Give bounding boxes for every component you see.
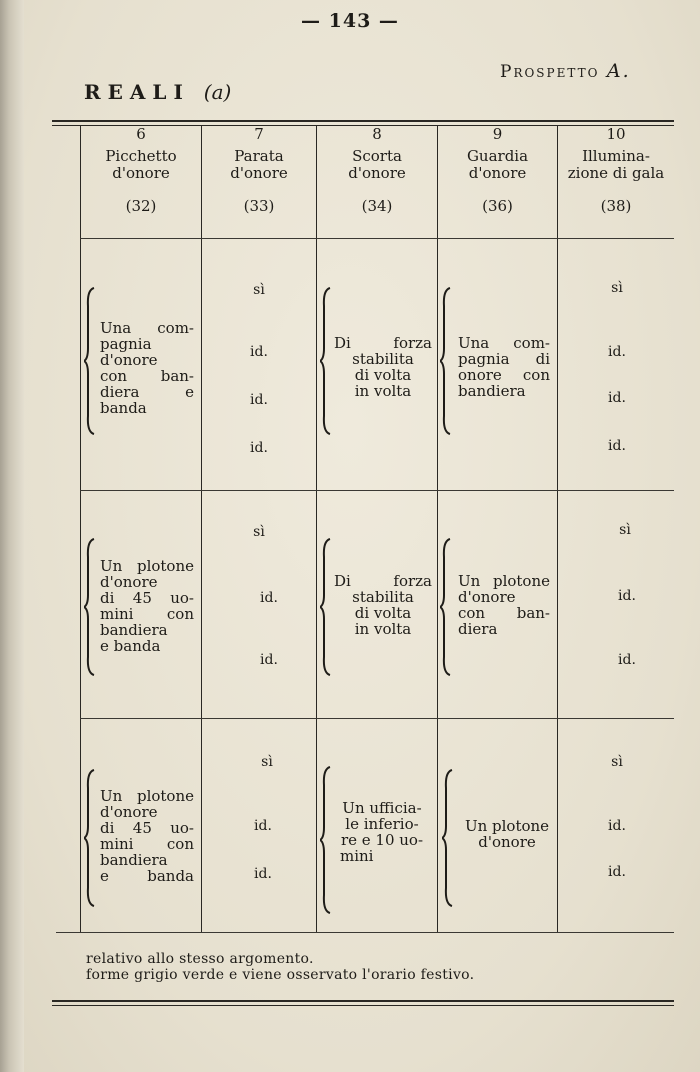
parata-value: id. <box>250 392 268 408</box>
page-number: — 143 — <box>301 10 399 32</box>
section-title-note: (a) <box>203 80 232 104</box>
column-title-line: d'onore <box>230 164 288 182</box>
page-bottom-rule <box>52 1000 674 1002</box>
footnote-line: forme grigio verde e viene osservato l'orario festivo. <box>86 967 475 983</box>
cell-line: re e 10 uo- <box>340 831 424 849</box>
column-number: 7 <box>254 125 264 143</box>
column-separator <box>437 126 438 932</box>
column-ref: (33) <box>243 197 275 215</box>
column-title <box>82 148 200 198</box>
column-number: 9 <box>492 125 503 143</box>
cell-line: in volta <box>354 382 412 400</box>
cell-line: bandiera <box>100 621 168 639</box>
footnote-line: relativo allo stesso argomento. <box>86 951 314 967</box>
guardia-cell <box>458 335 550 399</box>
cell-line: Una com- <box>458 334 550 352</box>
table-bottom-rule <box>56 932 674 933</box>
cell-line: bandiera <box>458 382 526 400</box>
scorta-cell <box>334 800 430 864</box>
column-title <box>558 148 674 198</box>
cell-line: con ban- <box>100 367 194 385</box>
column-number: 10 <box>606 125 626 143</box>
prospetto-word: Prospetto <box>500 62 600 82</box>
column-title-line: d'onore <box>348 164 406 182</box>
column-title-line: zione di gala <box>567 164 665 182</box>
cell-line: stabilita <box>352 350 414 368</box>
left-brace-icon <box>320 765 332 915</box>
cell-line: d'onore <box>478 833 536 851</box>
column-separator <box>201 126 202 932</box>
cell-line: di volta <box>354 604 412 622</box>
column-title-line: Scorta <box>352 147 402 165</box>
column-header <box>317 126 437 215</box>
cell-line: Un ufficia- <box>342 799 422 817</box>
parata-value: id. <box>260 652 278 668</box>
column-header <box>558 126 674 215</box>
table-top-rule <box>52 120 674 122</box>
cell-line: in volta <box>354 620 412 638</box>
parata-value: sì <box>261 754 273 770</box>
row-separator <box>80 490 674 491</box>
cell-line: d'onore <box>100 573 158 591</box>
cell-line: e banda <box>100 867 194 885</box>
scorta-cell <box>334 573 432 637</box>
left-brace-icon <box>84 286 96 436</box>
page-gutter-shadow <box>0 0 24 1072</box>
cell-line: Una com- <box>100 319 194 337</box>
cell-line: di volta <box>354 366 412 384</box>
illuminazione-value: id. <box>608 344 626 360</box>
cell-line: stabilita <box>352 588 414 606</box>
illuminazione-value: id. <box>618 652 636 668</box>
column-title-line: Picchetto <box>105 147 177 165</box>
cell-line: Un plotone <box>458 572 550 590</box>
header-bottom-rule <box>80 238 674 239</box>
cell-line: pagnia <box>100 335 152 353</box>
cell-line: diera <box>458 620 498 638</box>
illuminazione-value: id. <box>608 864 626 880</box>
parata-value: sì <box>253 282 265 298</box>
scorta-cell <box>334 335 432 399</box>
left-brace-icon <box>440 537 452 677</box>
column-title-line: d'onore <box>112 164 170 182</box>
column-ref: (32) <box>125 197 157 215</box>
cell-line: Un plotone <box>100 557 194 575</box>
illuminazione-value: id. <box>608 390 626 406</box>
cell-line: banda <box>100 399 147 417</box>
cell-line: mini <box>340 847 374 865</box>
cell-line: Di forza <box>334 572 432 590</box>
guardia-cell <box>458 573 550 637</box>
cell-line: d'onore <box>100 351 158 369</box>
column-title <box>317 148 437 198</box>
cell-line: diera e <box>100 383 194 401</box>
column-ref: (38) <box>600 197 632 215</box>
cell-line: d'onore <box>458 588 516 606</box>
illuminazione-value: sì <box>619 522 631 538</box>
cell-line: pagnia di <box>458 350 550 368</box>
picchetto-cell <box>100 788 194 884</box>
left-brace-icon <box>84 768 96 908</box>
left-brace-icon <box>442 768 454 908</box>
cell-line: Di forza <box>334 334 432 352</box>
parata-value: id. <box>250 440 268 456</box>
column-number: 8 <box>372 125 382 143</box>
column-header <box>438 126 557 215</box>
cell-line: Un plotone <box>464 817 550 835</box>
column-title-line: d'onore <box>468 164 527 182</box>
column-title-line: Parata <box>234 147 284 165</box>
parata-value: sì <box>253 524 265 540</box>
column-number: 6 <box>136 125 146 143</box>
cell-line: di 45 uo- <box>100 589 194 607</box>
cell-line: e banda <box>100 637 161 655</box>
illuminazione-value: id. <box>608 438 626 454</box>
cell-line: di 45 uo- <box>100 819 194 837</box>
cell-line: d'onore <box>100 803 158 821</box>
cell-line: bandiera <box>100 851 168 869</box>
column-header <box>82 126 200 215</box>
column-separator <box>316 126 317 932</box>
column-title-line: Illumina- <box>582 147 650 165</box>
illuminazione-value: id. <box>618 588 636 604</box>
left-brace-icon <box>84 537 96 677</box>
picchetto-cell <box>100 320 194 416</box>
parata-value: id. <box>254 866 272 882</box>
cell-line: mini con <box>100 605 194 623</box>
left-brace-icon <box>320 286 332 436</box>
column-separator <box>80 126 81 932</box>
prospetto-label <box>500 60 631 82</box>
parata-value: id. <box>250 344 268 360</box>
column-title-line: Guardia <box>466 147 529 165</box>
picchetto-cell <box>100 558 194 654</box>
illuminazione-value: id. <box>608 818 626 834</box>
prospetto-letter: A. <box>606 60 631 82</box>
left-brace-icon <box>440 286 452 436</box>
parata-value: id. <box>260 590 278 606</box>
column-title <box>202 148 316 198</box>
illuminazione-value: sì <box>611 280 623 296</box>
section-title <box>84 80 231 104</box>
column-ref: (36) <box>482 197 513 215</box>
column-ref: (34) <box>361 197 393 215</box>
guardia-cell <box>456 818 558 850</box>
row-separator <box>80 718 674 719</box>
cell-line: onore con <box>458 366 550 384</box>
cell-line: le inferio- <box>345 815 419 833</box>
section-title-text: REALI <box>84 80 190 104</box>
cell-line: con ban- <box>458 604 550 622</box>
parata-value: id. <box>254 818 272 834</box>
page-bottom-rule-thin <box>52 1005 674 1006</box>
column-separator <box>557 126 558 932</box>
left-brace-icon <box>320 537 332 677</box>
illuminazione-value: sì <box>611 754 623 770</box>
column-header <box>202 126 316 215</box>
column-title <box>438 148 557 198</box>
cell-line: Un plotone <box>100 787 194 805</box>
cell-line: mini con <box>100 835 194 853</box>
